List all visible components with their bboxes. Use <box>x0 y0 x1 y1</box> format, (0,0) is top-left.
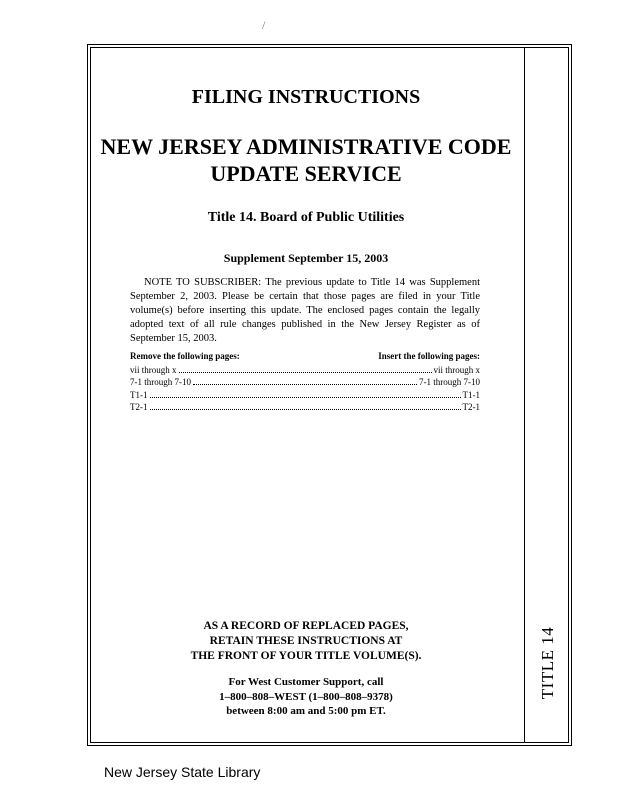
pages-table <box>130 350 480 414</box>
supplement-date: Supplement September 15, 2003 <box>223 251 389 265</box>
insert-pages: T2-1 <box>462 402 480 412</box>
record-line: RETAIN THESE INSTRUCTIONS AT <box>209 635 403 647</box>
customer-support <box>90 675 522 719</box>
table-row <box>130 364 480 377</box>
support-phone: 1–800–808–WEST (1–800–808–9378) <box>219 690 393 703</box>
support-hours: between 8:00 am and 5:00 pm ET. <box>226 705 386 717</box>
insert-pages: vii through x <box>433 364 480 375</box>
subscriber-note: NOTE TO SUBSCRIBER: The previous update to Title 14 was Supplement September 2, 2003. Please be certain that those pages are filed in your Title volume(s) before inserting this update. The enclosed pages contain the legally adopted text of all rule changes published in the New Jersey Register as of September 15, 2003. <box>130 277 480 344</box>
remove-pages: T2-1 <box>130 402 148 412</box>
code-title-line: NEW JERSEY ADMINISTRATIVE CODE <box>100 134 512 159</box>
dot-leader <box>193 384 417 385</box>
dot-leader <box>150 397 461 398</box>
dot-leader <box>150 409 461 410</box>
insert-pages: T1-1 <box>462 389 480 400</box>
pages-table-header <box>130 350 480 363</box>
record-line: THE FRONT OF YOUR TITLE VOLUME(S). <box>190 650 422 662</box>
remove-pages: T1-1 <box>130 389 148 400</box>
dot-leader <box>179 372 432 373</box>
table-row <box>130 389 480 402</box>
title-line: Title 14. Board of Public Utilities <box>207 210 405 225</box>
spine-label: TITLE 14 <box>538 626 557 700</box>
scan-speck: / <box>262 18 266 32</box>
table-row <box>130 376 480 389</box>
support-line: For West Customer Support, call <box>228 676 384 688</box>
record-instructions <box>90 619 522 664</box>
remove-pages: vii through x <box>130 364 177 375</box>
record-line: AS A RECORD OF REPLACED PAGES, <box>203 620 409 632</box>
code-title-line: UPDATE SERVICE <box>210 161 402 186</box>
spine-divider <box>524 47 525 743</box>
code-title <box>90 133 522 187</box>
table-row <box>130 401 480 414</box>
library-stamp: New Jersey State Library <box>104 764 261 780</box>
remove-pages: 7-1 through 7-10 <box>130 377 191 387</box>
remove-header: Remove the following pages: <box>130 351 240 361</box>
insert-header: Insert the following pages: <box>378 351 480 361</box>
page-heading: FILING INSTRUCTIONS <box>191 86 421 108</box>
insert-pages: 7-1 through 7-10 <box>419 377 480 387</box>
